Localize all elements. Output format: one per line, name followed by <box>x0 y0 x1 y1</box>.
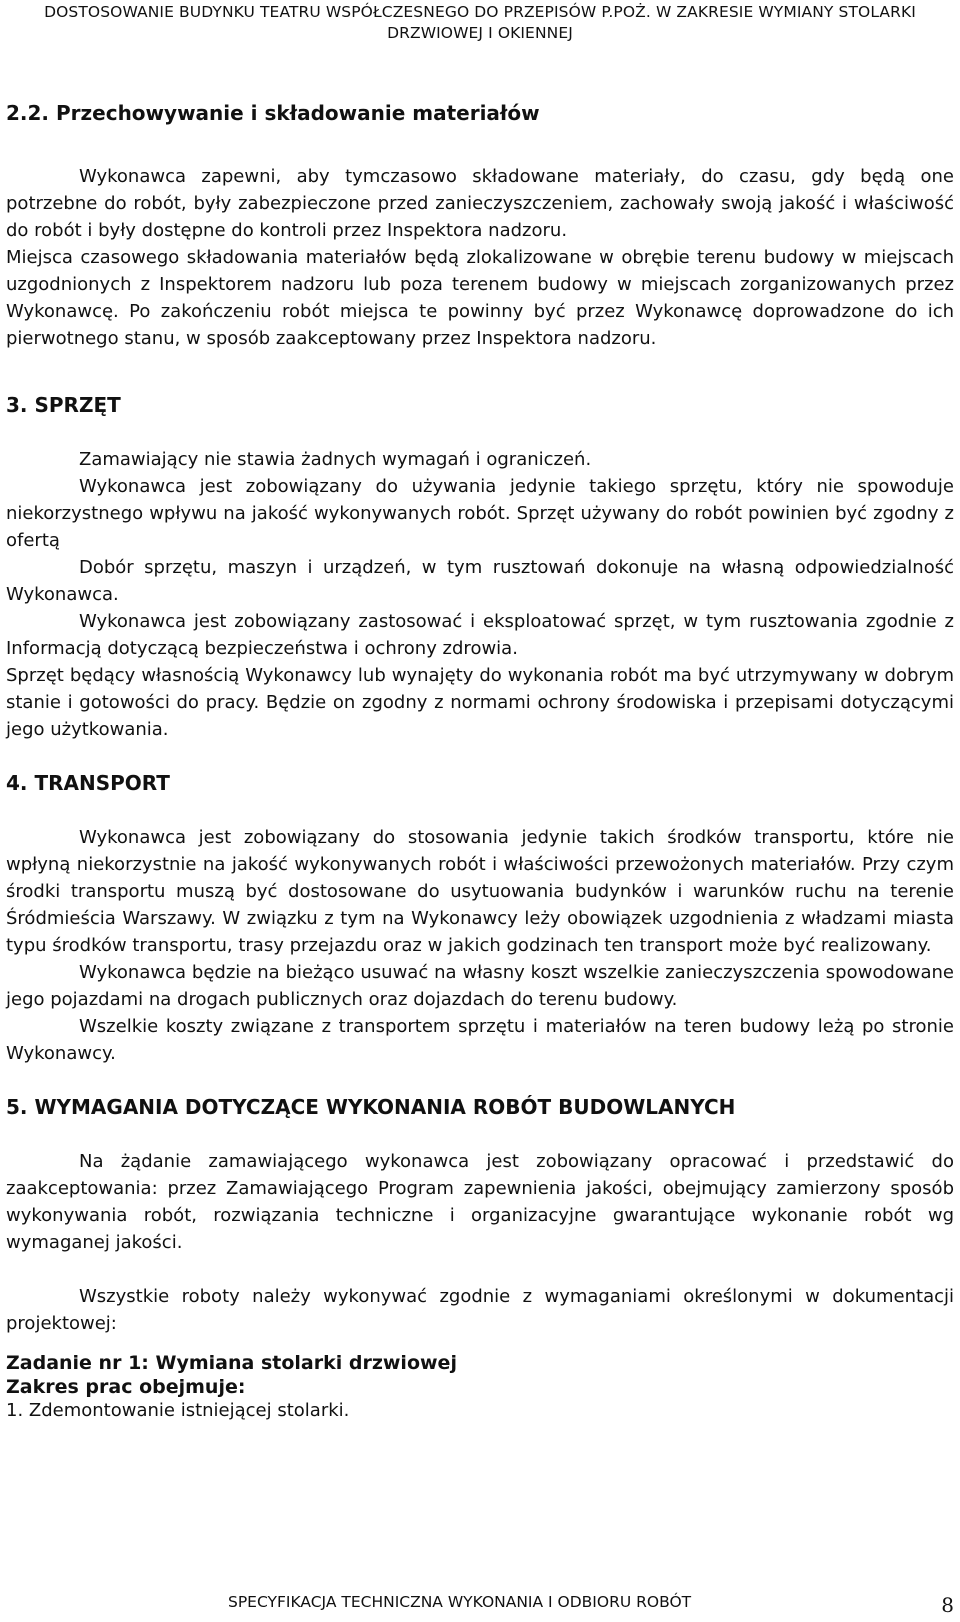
section-5-heading: 5. WYMAGANIA DOTYCZĄCE WYKONANIA ROBÓT BUDOWLANYCH <box>6 1095 736 1119</box>
section-2-2-paragraph-1: Wykonawca zapewni, aby tymczasowo składowane materiały, do czasu, gdy będą one potrzebne do robót, były zabezpieczone przed zanieczyszczeniem, zachowały swoją jakość i właściwość do robót i były dostępne do kontroli przez Inspektora nadzoru. <box>6 166 954 241</box>
page-footer <box>0 1588 960 1618</box>
page-number: 8 <box>941 1593 954 1617</box>
header-line-1: DOSTOSOWANIE BUDYNKU TEATRU WSPÓŁCZESNEGO DO PRZEPISÓW P.POŻ. W ZAKRESIE WYMIANY STOLARKI <box>44 3 916 21</box>
section-5-paragraph-2: Wszystkie roboty należy wykonywać zgodnie z wymaganiami określonymi w dokumentacji projektowej: <box>6 1286 954 1334</box>
section-4-paragraph-3: Wszelkie koszty związane z transportem sprzętu i materiałów na teren budowy leżą po stronie Wykonawcy. <box>6 1016 954 1064</box>
section-3-heading: 3. SPRZĘT <box>6 393 121 417</box>
section-4-paragraph-2: Wykonawca będzie na bieżąco usuwać na własny koszt wszelkie zanieczyszczenia spowodowane jego pojazdami na drogach publicznych oraz dojazdach do terenu budowy. <box>6 962 954 1010</box>
scope-title: Zakres prac obejmuje: <box>6 1376 246 1398</box>
section-5-paragraph-1: Na żądanie zamawiającego wykonawca jest zobowiązany opracować i przedstawić do zaakceptowania: przez Zamawiającego Program zapewnienia jakości, obejmujący zamierzony sposób wykonywania robót, rozwiązania techniczne i organizacyjne gwarantujące wykonanie robót wg wymaganej jakości. <box>6 1151 954 1253</box>
section-2-2-heading: 2.2. Przechowywanie i składowanie materiałów <box>6 101 540 125</box>
task-title: Zadanie nr 1: Wymiana stolarki drzwiowej <box>6 1352 457 1374</box>
scope-item-1: 1. Zdemontowanie istniejącej stolarki. <box>6 1400 350 1421</box>
page-header <box>0 2 960 44</box>
header-line-2: DRZWIOWEJ I OKIENNEJ <box>387 24 573 42</box>
section-3-paragraph-3: Dobór sprzętu, maszyn i urządzeń, w tym rusztowań dokonuje na własną odpowiedzialność Wykonawca. <box>6 557 954 605</box>
section-3-paragraph-5: Sprzęt będący własnością Wykonawcy lub wynajęty do wykonania robót ma być utrzymywany w dobrym stanie i gotowości do pracy. Będzie on zgodny z normami ochrony środowiska i przepisami dotyczącymi jego użytkowania. <box>6 665 954 740</box>
section-3-paragraph-4: Wykonawca jest zobowiązany zastosować i eksploatować sprzęt, w tym rusztowania zgodnie z Informacją dotyczącą bezpieczeństwa i ochrony zdrowia. <box>6 611 954 659</box>
section-2-2-paragraph-2: Miejsca czasowego składowania materiałów będą zlokalizowane w obrębie terenu budowy w miejscach uzgodnionych z Inspektorem nadzoru lub poza terenem budowy w miejscach zorganizowanych przez Wykonawcę. Po zakończeniu robót miejsca te powinny być przez Wykonawcę doprowadzone do ich pierwotnego stanu, w sposób zaakceptowany przez Inspektora nadzoru. <box>6 247 954 349</box>
section-4-heading: 4. TRANSPORT <box>6 771 170 795</box>
footer-title: SPECYFIKACJA TECHNICZNA WYKONANIA I ODBIORU ROBÓT <box>228 1593 692 1611</box>
section-3-paragraph-1: Zamawiający nie stawia żadnych wymagań i ograniczeń. <box>79 449 592 470</box>
section-4-paragraph-1: Wykonawca jest zobowiązany do stosowania jedynie takich środków transportu, które nie wpłyną niekorzystnie na jakość wykonywanych robót i właściwości przewożonych materiałów. Przy czym środki transportu muszą być dostosowane do usytuowania budynków i warunków ruchu na terenie Śródmieścia Warszawy. W związku z tym na Wykonawcy leży obowiązek uzgodnienia z władzami miasta typu środków transportu, trasy przejazdu oraz w jakich godzinach ten transport może być realizowany. <box>6 827 954 956</box>
document-body <box>6 100 954 1423</box>
section-3-paragraph-2: Wykonawca jest zobowiązany do używania jedynie takiego sprzętu, który nie spowoduje niekorzystnego wpływu na jakość wykonywanych robót. Sprzęt używany do robót powinien być zgodny z ofertą <box>6 476 954 551</box>
